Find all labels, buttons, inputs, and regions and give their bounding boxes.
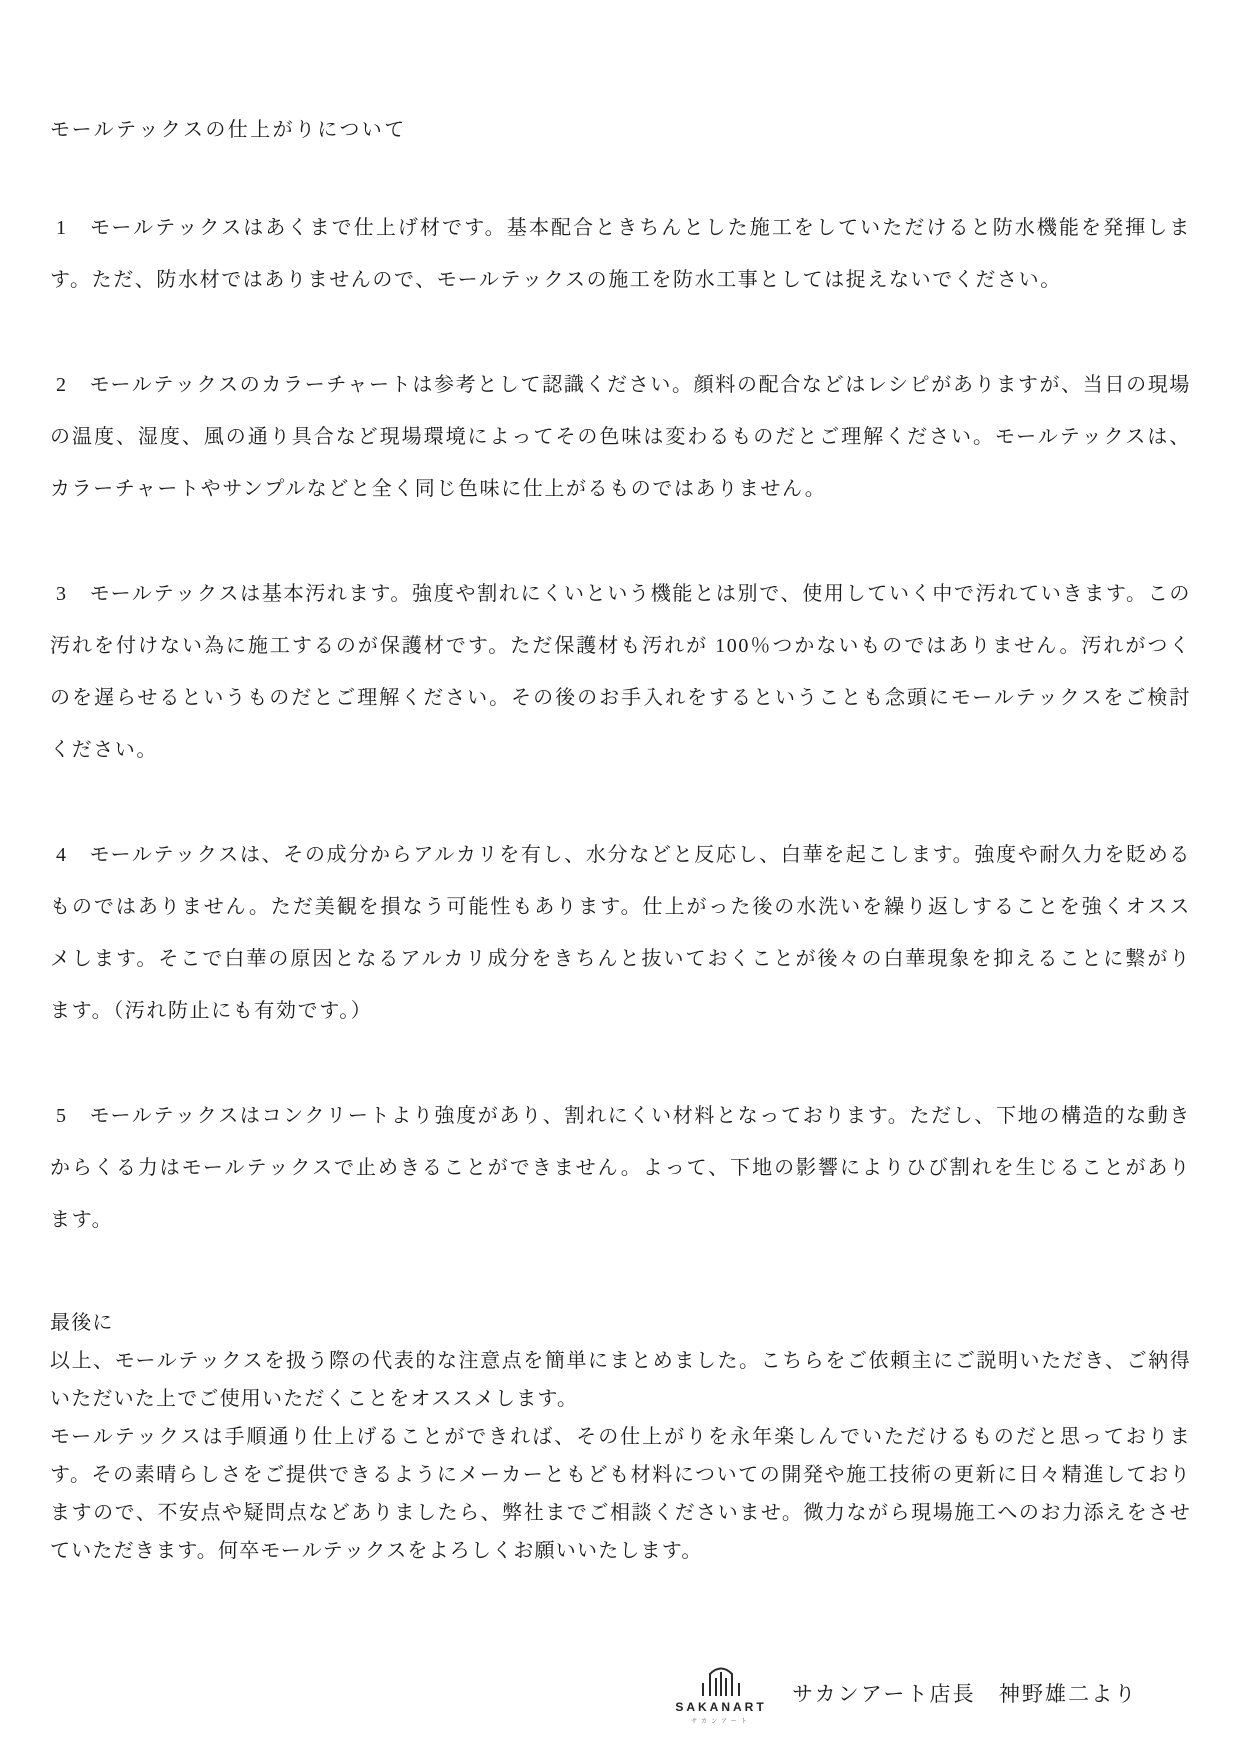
paragraph-5-text: モールテックスはコンクリートより強度があり、割れにくい材料となっております。ただし、下地の構造的な動きからくる力はモールテックスで止めきることができません。よって、下地の影響によりひび割れを生じることがあります。: [50, 1105, 1191, 1231]
paragraph-4-text: モールテックスは、その成分からアルカリを有し、水分などと反応し、白華を起こします。強度や耐久力を貶めるものではありません。ただ美観を損なう可能性もあります。仕上がった後の水洗いを繰り返しすることを強くオススメします。そこで白華の原因となるアルカリ成分をきちんと抜いておくことが後々の白華現象を抑えることに繋がります。（汚れ防止にも有効です。）: [50, 844, 1191, 1022]
page-title: モールテックスの仕上がりについて: [50, 119, 407, 141]
paragraph-3: [50, 568, 1191, 776]
signature-text: サカンアート店長 神野雄二より: [792, 1682, 1138, 1706]
sakanart-logo: [675, 1661, 767, 1725]
paragraph-5: [50, 1090, 1191, 1246]
paragraph-5-number: 5: [56, 1105, 68, 1127]
paragraph-4-number: 4: [56, 844, 68, 866]
paragraph-2-text: モールテックスのカラーチャートは参考として認識ください。顔料の配合などはレシピがありますが、当日の現場の温度、湿度、風の通り具合など現場環境によってその色味は変わるものだとご理解ください。モールテックスは、カラーチャートやサンプルなどと全く同じ色味に仕上がるものではありません。: [50, 374, 1191, 500]
closing-paragraph-2: モールテックスは手順通り仕上げることができれば、その仕上がりを永年楽しんでいただけるものだと思っております。その素晴らしさをご提供できるようにメーカーともども材料についての開発や施工技術の更新に日々精進しておりますので、不安点や疑問点などありましたら、弊社までご相談くださいませ。微力ながら現場施工へのお力添えをさせていただきます。何卒モールテックスをよろしくお願いいたします。: [50, 1426, 1191, 1562]
sakanart-logo-name: SAKANART: [675, 1700, 767, 1714]
paragraph-4: [50, 829, 1191, 1037]
signature: [675, 1661, 1191, 1725]
closing-paragraph-1: 以上、モールテックスを扱う際の代表的な注意点を簡単にまとめました。こちらをご依頼主にご説明いただき、ご納得いただいた上でご使用いただくことをオススメします。: [50, 1350, 1191, 1410]
paragraph-2: [50, 359, 1191, 515]
paragraph-1-number: 1: [56, 217, 68, 239]
paragraph-1: [50, 202, 1191, 306]
sakanart-logo-subtext: サカンアート: [691, 1719, 751, 1725]
paragraph-3-number: 3: [56, 583, 68, 605]
closing-section: [50, 1304, 1191, 1570]
sakanart-logo-icon: [697, 1661, 745, 1697]
paragraph-3-text: モールテックスは基本汚れます。強度や割れにくいという機能とは別で、使用していく中で汚れていきます。この汚れを付けない為に施工するのが保護材です。ただ保護材も汚れが 100％つかないものではありません。汚れがつくのを遅らせるというものだとご理解ください。その後のお手入れをするということも念頭にモールテックスをご検討ください。: [50, 583, 1191, 761]
closing-heading: 最後に: [50, 1312, 114, 1334]
paragraph-2-number: 2: [56, 374, 68, 396]
paragraph-1-text: モールテックスはあくまで仕上げ材です。基本配合ときちんとした施工をしていただけると防水機能を発揮します。ただ、防水材ではありませんので、モールテックスの施工を防水工事としては捉えないでください。: [50, 217, 1191, 291]
